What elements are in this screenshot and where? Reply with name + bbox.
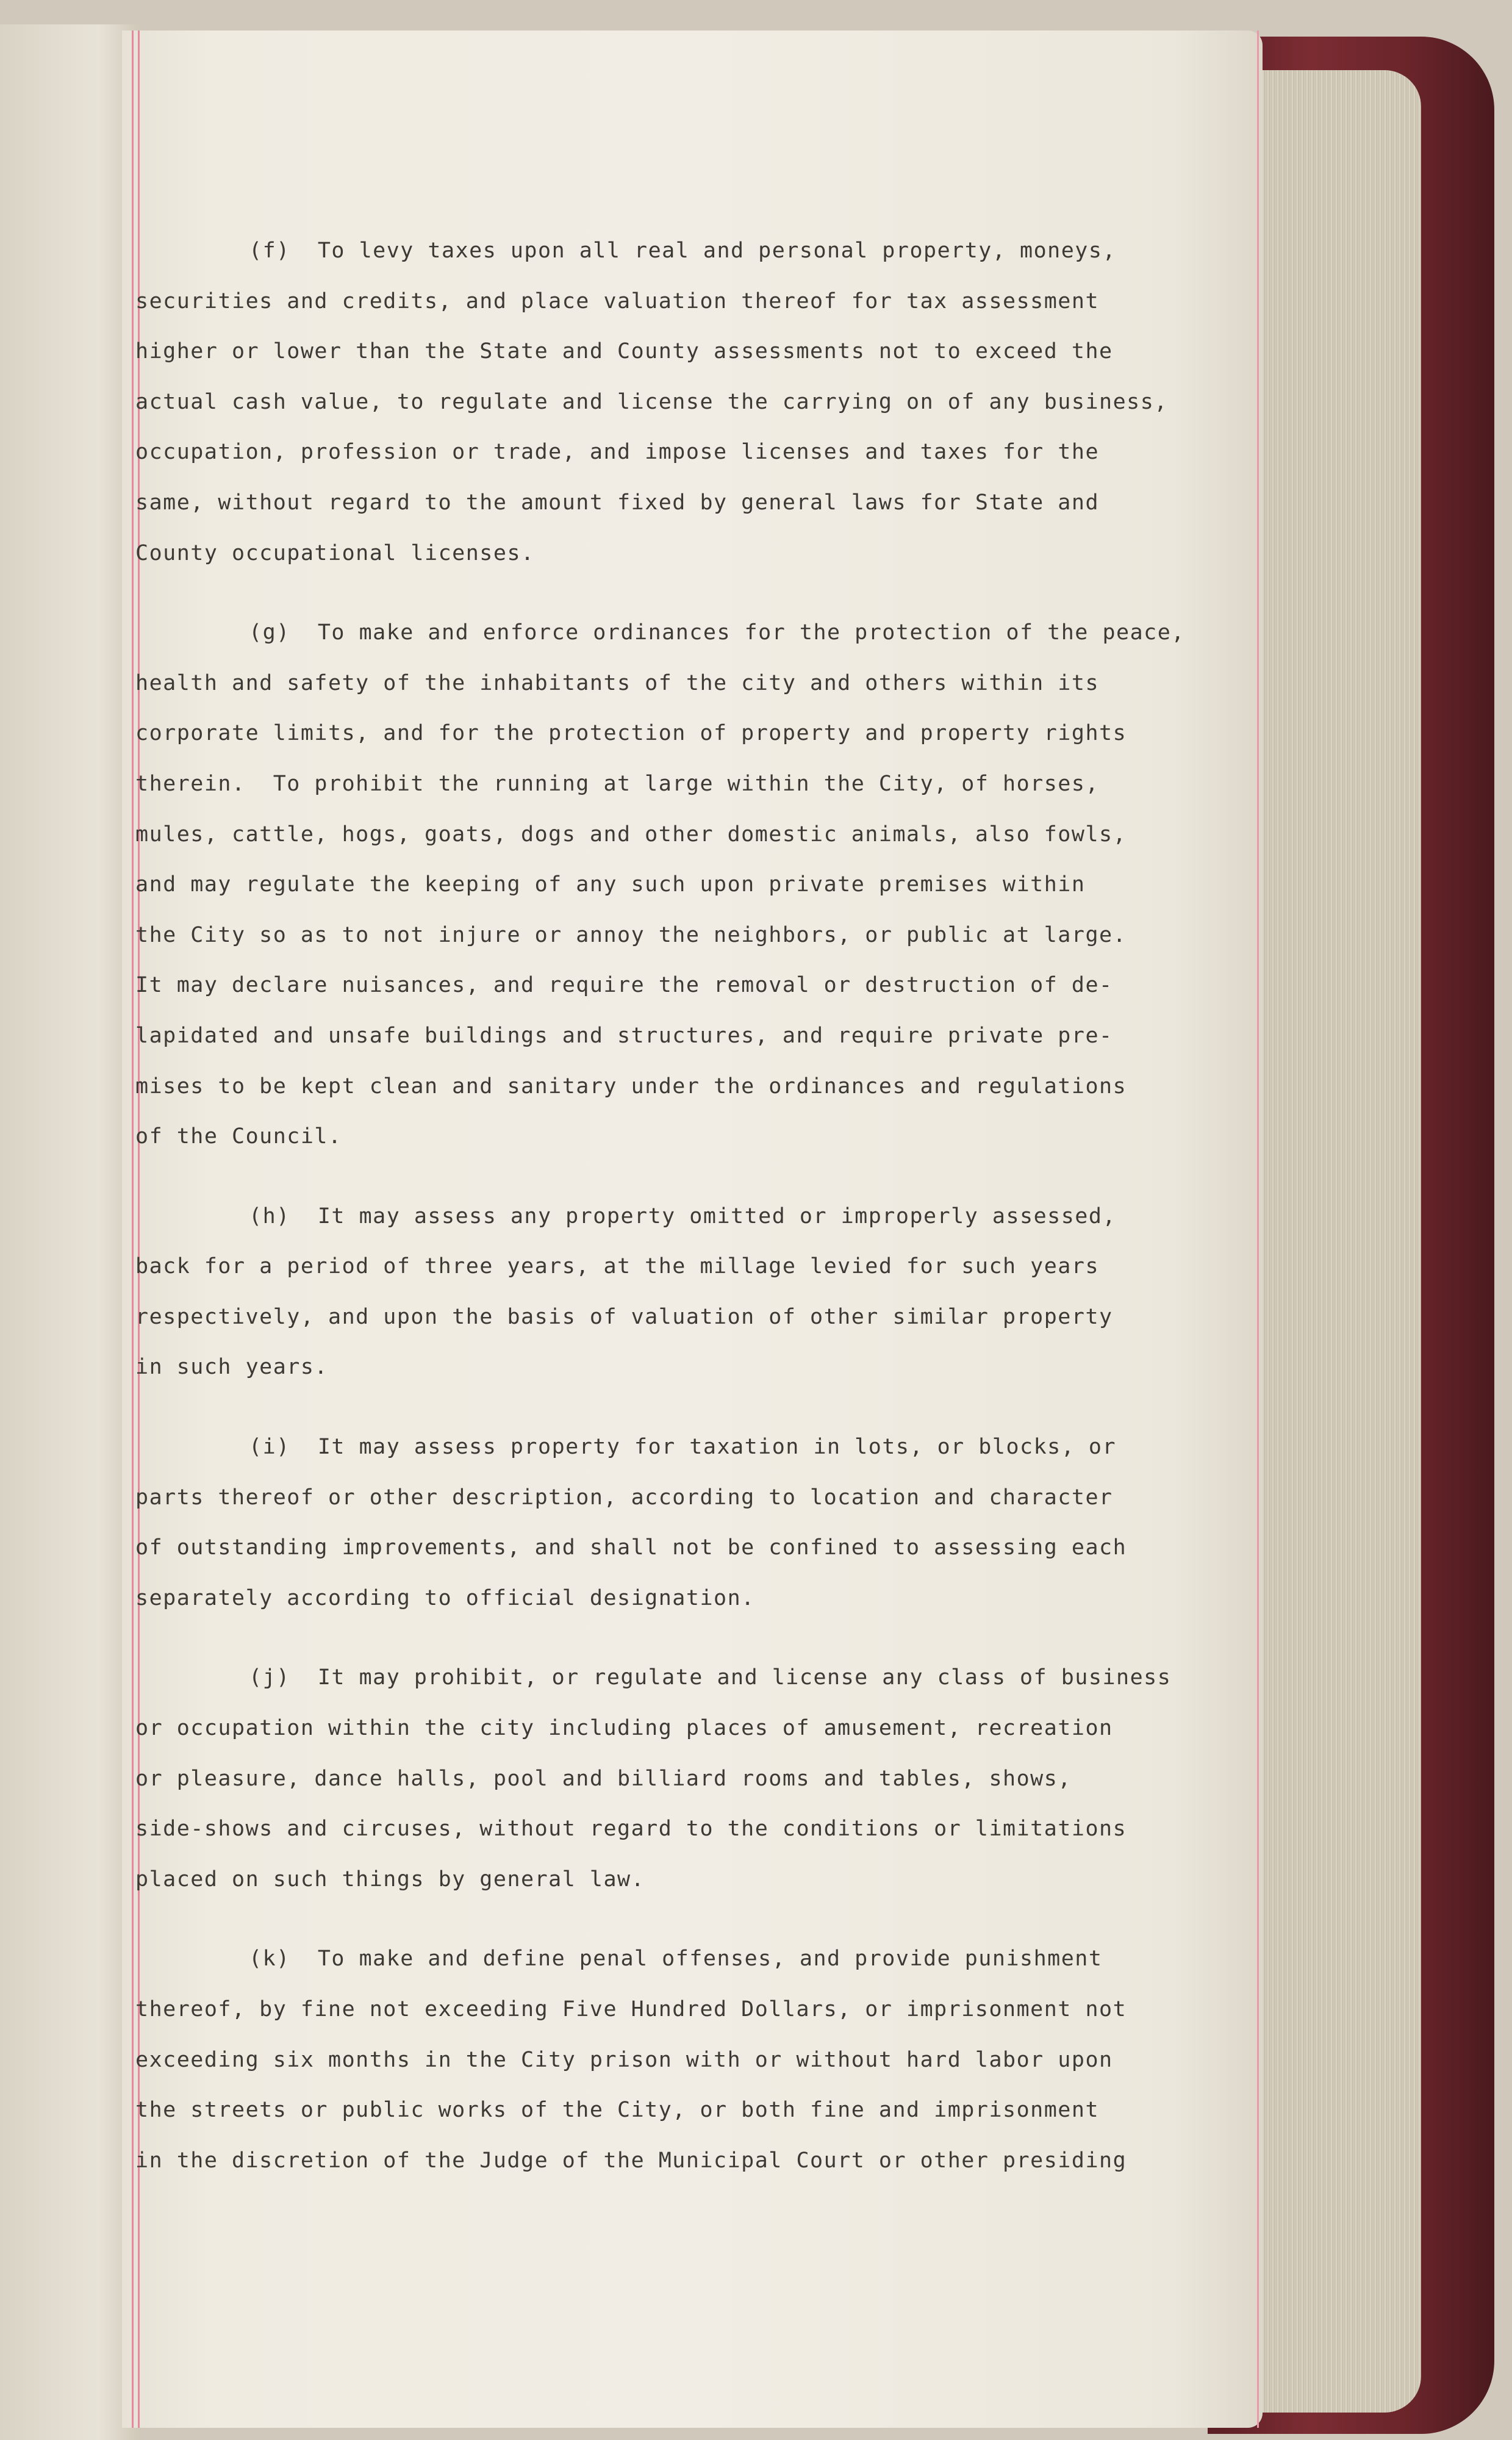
- text-line: (i) It may assess property for taxation in lots, or blocks, or: [249, 1435, 1117, 1460]
- paragraph-g: [135, 608, 1258, 1162]
- text-line: (j) It may prohibit, or regulate and license any class of business: [249, 1665, 1172, 1690]
- page-edges: [1250, 70, 1421, 2413]
- text-line: in the discretion of the Judge of the Municipal Court or other presiding: [135, 2148, 1127, 2173]
- text-line: placed on such things by general law.: [135, 1867, 645, 1892]
- text-line: higher or lower than the State and County assessments not to exceed the: [135, 339, 1113, 364]
- text-line: respectively, and upon the basis of valuation of other similar property: [135, 1304, 1113, 1329]
- text-line: mises to be kept clean and sanitary under the ordinances and regulations: [135, 1074, 1127, 1099]
- margin-rule-left-outer: [132, 30, 134, 2428]
- text-line: securities and credits, and place valuation thereof for tax assessment: [135, 289, 1100, 314]
- text-line: and may regulate the keeping of any such upon private premises within: [135, 872, 1086, 897]
- text-line: or pleasure, dance halls, pool and billiard rooms and tables, shows,: [135, 1766, 1072, 1791]
- text-line: (f) To levy taxes upon all real and personal property, moneys,: [249, 239, 1117, 263]
- text-line: in such years.: [135, 1355, 329, 1380]
- text-line: thereof, by fine not exceeding Five Hundred Dollars, or imprisonment not: [135, 1997, 1127, 2022]
- text-line: County occupational licenses.: [135, 540, 535, 565]
- paragraph-j: [135, 1652, 1258, 1904]
- text-line: (h) It may assess any property omitted or improperly assessed,: [249, 1204, 1117, 1229]
- paragraph-h: [135, 1191, 1258, 1393]
- text-line: of the Council.: [135, 1124, 342, 1149]
- paragraph-k: [135, 1934, 1258, 2186]
- text-line: health and safety of the inhabitants of the city and others within its: [135, 670, 1100, 695]
- text-line: the streets or public works of the City, or both fine and imprisonment: [135, 2098, 1100, 2123]
- text-line: the City so as to not injure or annoy the neighbors, or public at large.: [135, 922, 1127, 947]
- text-line: therein. To prohibit the running at large within the City, of horses,: [135, 771, 1100, 796]
- left-page: [0, 24, 140, 2440]
- text-line: actual cash value, to regulate and license the carrying on of any business,: [135, 389, 1168, 414]
- text-line: (g) To make and enforce ordinances for the protection of the peace,: [249, 620, 1185, 645]
- text-line: back for a period of three years, at the millage levied for such years: [135, 1254, 1100, 1279]
- text-line: lapidated and unsafe buildings and structures, and require private pre-: [135, 1023, 1113, 1048]
- text-line: corporate limits, and for the protection of property and property rights: [135, 721, 1127, 746]
- text-line: separately according to official designation.: [135, 1585, 755, 1610]
- text-line: same, without regard to the amount fixed by general laws for State and: [135, 490, 1100, 515]
- text-line: (k) To make and define penal offenses, and provide punishment: [249, 1947, 1103, 1972]
- text-line: It may declare nuisances, and require the removal or destruction of de-: [135, 973, 1113, 998]
- text-line: of outstanding improvements, and shall not be confined to assessing each: [135, 1535, 1127, 1560]
- paragraph-f: [135, 226, 1258, 578]
- typed-text: [135, 226, 1258, 2215]
- text-line: exceeding six months in the City prison with or without hard labor upon: [135, 2047, 1113, 2072]
- text-line: parts thereof or other description, according to location and character: [135, 1485, 1113, 1510]
- text-line: mules, cattle, hogs, goats, dogs and other domestic animals, also fowls,: [135, 822, 1127, 847]
- text-line: occupation, profession or trade, and impose licenses and taxes for the: [135, 440, 1100, 465]
- text-line: or occupation within the city including places of amusement, recreation: [135, 1716, 1113, 1741]
- paragraph-i: [135, 1422, 1258, 1623]
- text-line: side-shows and circuses, without regard to the conditions or limitations: [135, 1817, 1127, 1842]
